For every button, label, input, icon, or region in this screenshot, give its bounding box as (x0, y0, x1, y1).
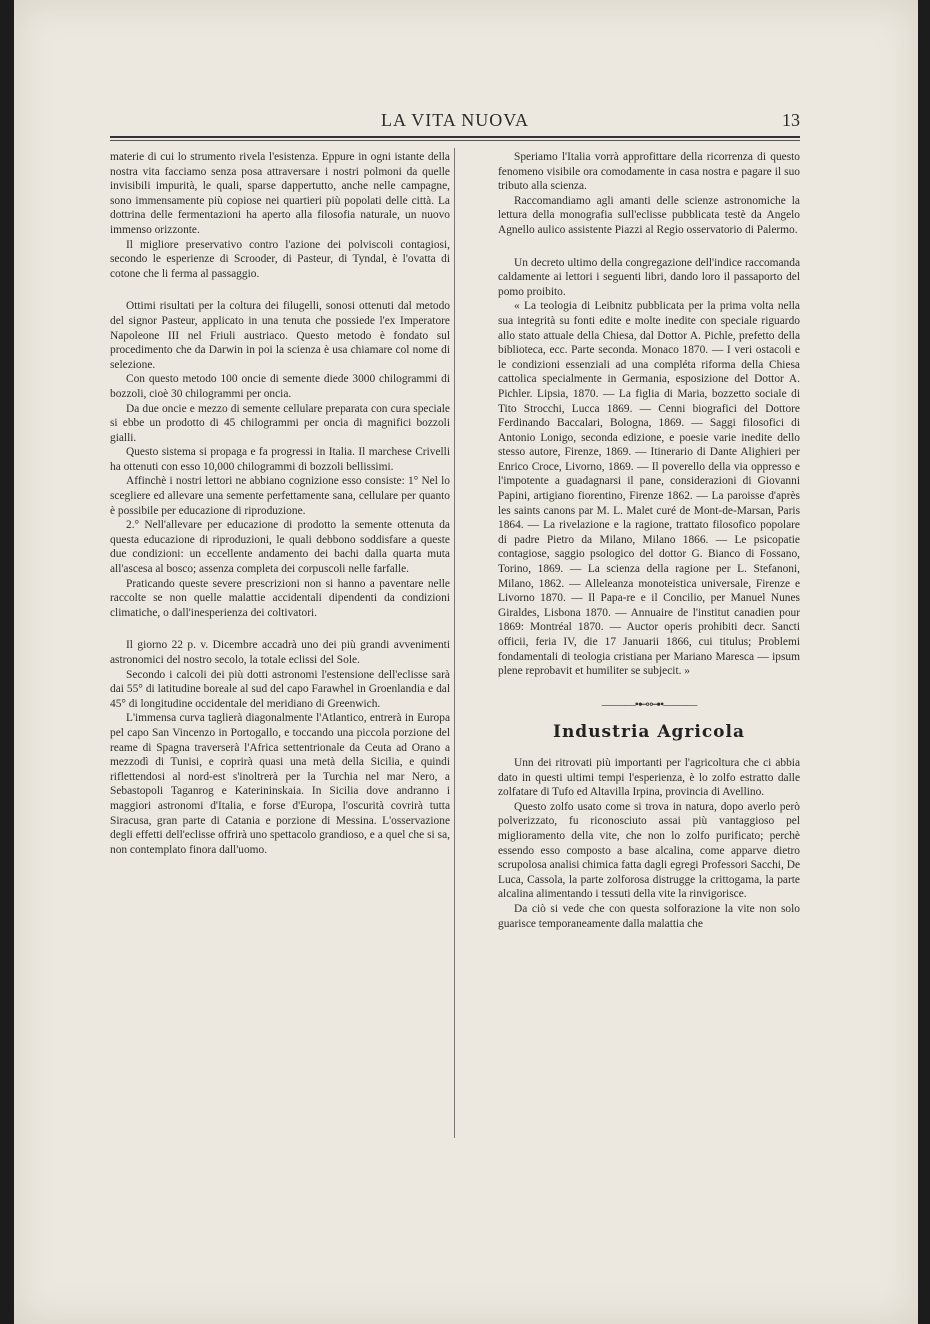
page-header (110, 110, 800, 138)
paragraph: Affinchè i nostri lettori ne abbiano cognizione esso consiste: 1° Nel lo scegliere ed allevare una semente perfettamente sana, cellulare per quanto è possibile per educazione di riproduzione. (110, 475, 450, 517)
paragraph: Con questo metodo 100 oncie di semente diede 3000 chilogrammi di bozzoli, cioè 30 chilogrammi per oncia. (110, 373, 450, 400)
left-column (110, 150, 450, 857)
header-rule (110, 136, 800, 138)
column-divider (454, 148, 455, 1138)
paragraph: Questo sistema si propaga e fa progressi in Italia. Il marchese Crivelli ha ottenuti con esso 10,000 chilogrammi di bozzoli bellissimi. (110, 446, 450, 473)
section-heading: Industria Agricola (553, 722, 745, 743)
paragraph: 2.° Nell'allevare per educazione di prodotto la semente ottenuta da questa educazione di riproduzioni, le quali debbono soddisfare a queste due condizioni: un eccellente andamento dei bachi dalla quarta muta all'ascesa al bosco; assenza completa dei corpuscoli nelle farfalle. (110, 519, 450, 576)
paragraph: Il giorno 22 p. v. Dicembre accadrà uno dei più grandi avvenimenti astronomici del nostro secolo, la totale eclissi del Sole. (110, 639, 450, 666)
paragraph: Un decreto ultimo della congregazione dell'indice raccomanda caldamente ai lettori i seguenti libri, dando loro il passaporto del pomo proibito. (498, 256, 800, 298)
paragraph: Questo zolfo usato come si trova in natura, dopo averlo però polverizzato, fu riconosciuto assai più vantaggioso pel miglioramento della vite, che non lo zolfo purificato; perchè essendo esso composto a base alcalina, come apparve dietro scrupolosa analisi chimica fatta dagli egregi Professori Sacchi, De Luca, Cassola, la parte zolforosa distrugge la crittogama, la parte alcalina alimentando i tessuti della vite la rinvigorisce. (498, 800, 800, 901)
paragraph: Da due oncie e mezzo di semente cellulare preparata con cura speciale si ebbe un prodotto di 45 chilogrammi per oncia di magnifici bozzoli gialli. (110, 402, 450, 444)
paragraph: Raccomandiamo agli amanti delle scienze astronomiche la lettura della monografia sull'eclisse pubblicata testè da Angelo Agnello aulico assistente Piazzi al Regio osservatorio di Palermo. (498, 194, 800, 236)
running-title: LA VITA NUOVA (381, 110, 529, 130)
paragraph: Da ciò si vede che con questa solforazione la vite non solo guarisce temporaneamente dalla malattia che (498, 902, 800, 930)
paragraph: « La teologia di Leibnitz pubblicata per la prima volta nella sua integrità su fonti edite e molte inedite con speciale riguardo allo stato attuale della Chiesa, dal Dottor A. Pichle, prefetto della biblioteca, ecc. Parte seconda. Monaco 1870. — I veri ostacoli e le condizioni essenziali ad una compléta riforma della Chiesa cattolica specialmente in Germania, esposizione del Dottor A. Pichler. Lipsia, 1870. — La figlia di Maria, bozzetto sociale di Tito Strocchi, Lucca 1869. — Cenni biografici del Dottore Ferdinando Baccalari, Bologna, 1869. — Saggi filosofici di Antonio Lonigo, seconda edizione, e poesie varie inedite dello stesso autore, Firenze, 1869. — Itinerario di Dante Alighieri per Enrico Croce, Livorno, 1869. — Il poverello della via oppresso e l'impotente a guadagnarsi il pane, considerazioni di Giovanni Papini, artigiano fiorentino, Firenze 1862. — La paroisse d'après les saints canons par M. L. Malet curé de Mont-de-Marsan, Paris 1864. — La rivelazione e la ragione, trattato filosofico popolare di padre Pietro da Milano, Milano 1866. — Le psicopatie contagiose, saggio psologico del dottor G. Bianco di Fossano, Torino, 1869. — La scienza della ragione per L. Stefanoni, Milano, 1862. — Alleleanza monoteistica universale, Firenze e Livorno 1870. — Il Papa-re e il Concilio, per Manuel Nunes Giraldes, Lisbona 1870. — Annuaire de l'institut canadien pour 1869: Montréal 1870. — Auctor operis prohibiti decr. Sancti officii, feria IV, die 17 Januarii 1866, cui titulus; Problemi fondamentali di teologia cristiana per Mariano Maresca — ipsum plene reprobavit et humiliter se subjecit. » (498, 300, 800, 678)
paragraph: Speriamo l'Italia vorrà approfittare della ricorrenza di questo fenomeno visibile ora comodamente in casa nostra e pagare il suo tributo alla scienza. (498, 151, 800, 193)
section-ornament: ———•⊷⊶•——— (601, 696, 697, 711)
paragraph: Unn dei ritrovati più importanti per l'agricoltura che ci abbia dato in questi ultimi tempi l'esperienza, è lo zolfo estratto dalle zolfatare di Tufo ed Altavilla Irpina, provincia di Avellino. (498, 756, 800, 799)
paragraph: Ottimi risultati per la coltura dei filugelli, sonosi ottenuti dal metodo del signor Pasteur, applicato in una tenuta che possiede l'ex Imperatore Napoleone III nel Friuli austriaco. Questo metodo è fondato sul procedimento che da Darwin in poi la scienza è usa chiamare col nome di selezione. (110, 300, 450, 371)
paragraph: Il migliore preservativo contro l'azione dei polviscoli contagiosi, secondo le esperienze di Scrooder, di Pasteur, di Tyndal, è l'ovatta di cotone che li ferma al passaggio. (110, 238, 450, 280)
paragraph: Secondo i calcoli dei più dotti astronomi l'estensione dell'eclisse sarà dai 55° di latitudine boreale al sud del capo Farawhel in Groenlandia e dal 45° di longitudine occidentale del meridiano di Greenwich. (110, 668, 450, 710)
paragraph: L'immensa curva taglierà diagonalmente l'Atlantico, entrerà in Europa pel capo San Vincenzo in Portogallo, e toccando una piccola porzione del reame di Spagna traverserà l'Africa settentrionale da Ceuta ad Orano a mezzodì di Tunisi, e coprirà quasi una metà della Sicilia, e quindi riflettendosi al nord-est s'inoltrerà per la Turchia nel mar Nero, a Sebastopoli Taganrog e Katerininskaia. In Sicilia dove andranno i maggiori astronomi d'Italia, e forse d'Europa, l'oscurità covrirà tutta Siracusa, gran parte di Catania e porzione di Messina. L'osservazione degli effetti dell'eclisse offrirà uno spettacolo grandioso, e a quel che si sa, non contemplato finora dall'uomo. (110, 712, 450, 856)
page-number: 13 (782, 110, 800, 130)
paragraph: materie di cui lo strumento rivela l'esistenza. Eppure in ogni istante della nostra vita facciamo senza posa attraversare i nostri polmoni da quelle invisibili impurità, le quali, sparse dappertutto, anche nelle campagne, sono immensamente più copiose nei quartieri più popolati delle città. La dottrina delle fermentazioni ha aperto alla filosofia naturale, un nuovo immenso orizzonte. (110, 151, 450, 236)
right-column (498, 150, 800, 931)
paragraph: Praticando queste severe prescrizioni non si hanno a paventare nelle raccolte se non quelle malattie accidentali dipendenti da condizioni climatiche, o dall'inesperienza dei coltivatori. (110, 577, 450, 619)
header-rule-thin (110, 140, 800, 141)
